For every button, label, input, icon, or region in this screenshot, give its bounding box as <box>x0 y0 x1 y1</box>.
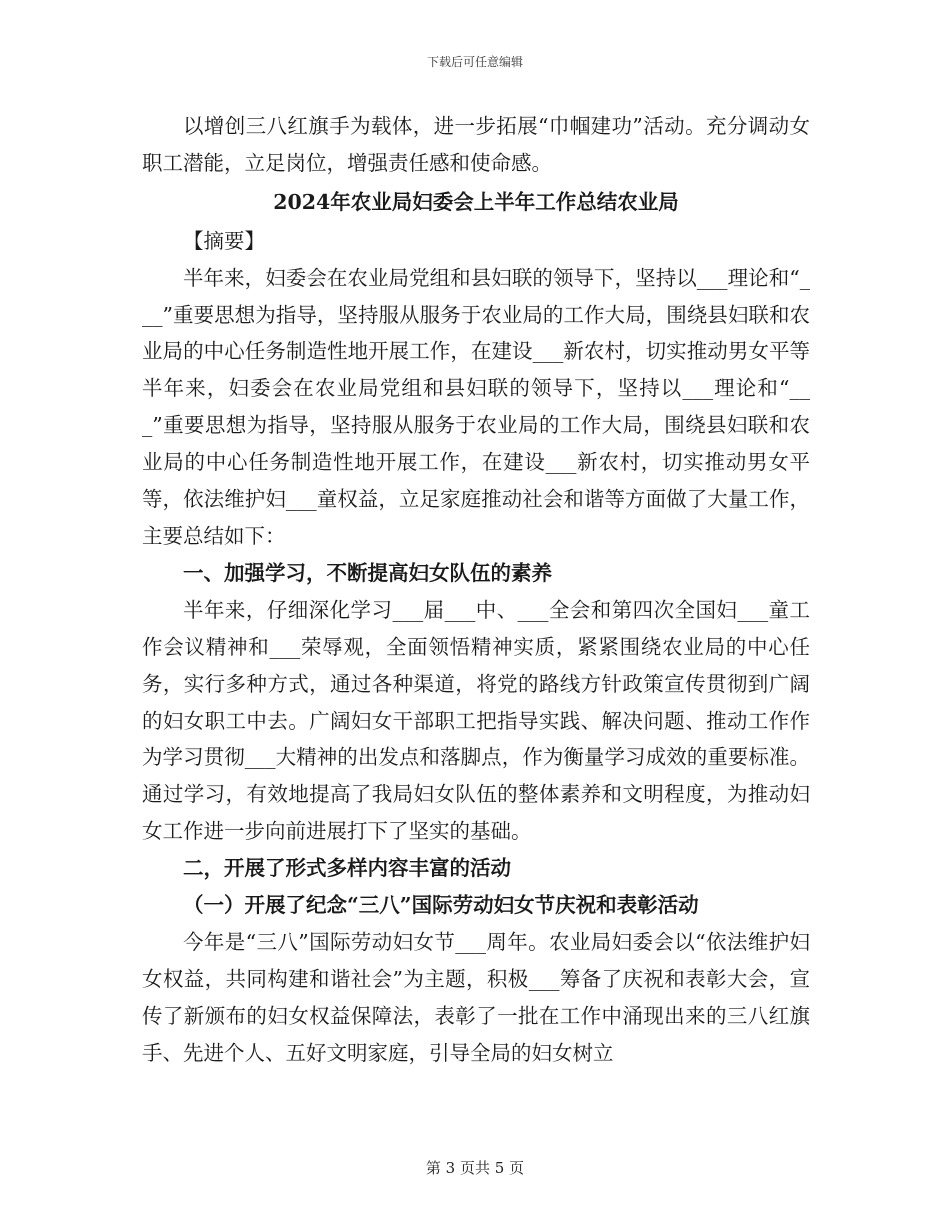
section-2-heading: 二，开展了形式多样内容丰富的活动 <box>183 856 511 881</box>
section-2-sub-1-heading: （一）开展了纪念“三八”国际劳动妇女节庆祝和表彰活动 <box>183 893 699 918</box>
intro-paragraph: 以增创三八红旗手为载体，进一步拓展“巾帼建功”活动。充分调动女职工潜能，立足岗位，增强责任感和使命感。 <box>142 114 810 175</box>
page-header: 下载后可任意编辑 <box>426 55 523 69</box>
document-title: 2024年农业局妇委会上半年工作总结农业局 <box>273 189 679 214</box>
section-1-paragraph: 半年来，仔细深化学习___届___中、___全会和第四次全国妇___童工作会议精神和___荣辱观，全面领悟精神实质，紧紧围绕农业局的中心任务，实行多种方式，通过各种渠道，将党的路线方针政策宣传贯彻到广阔的妇女职工中去。广阔妇女干部职工把指导实践、解决问题、推动工作作为学习贯彻___大精神的出发点和落脚点，作为衡量学习成效的重要标准。通过学习，有效地提高了我局妇女队伍的整体素养和文明程度，为推动妇女工作进一步向前进展打下了坚实的基础。 <box>142 597 810 844</box>
abstract-paragraph: 半年来，妇委会在农业局党组和县妇联的领导下，坚持以___理论和“___”重要思想为指导，坚持服从服务于农业局的工作大局，围绕县妇联和农业局的中心任务制造性地开展工作，在建设___新农村，切实推动男女平等半年来，妇委会在农业局党组和县妇联的领导下，坚持以___理论和“___”重要思想为指导，坚持服从服务于农业局的工作大局，围绕县妇联和农业局的中心任务制造性地开展工作，在建设___新农村，切实推动男女平等，依法维护妇___童权益，立足家庭推动社会和谐等方面做了大量工作，主要总结如下： <box>142 265 810 548</box>
abstract-tag: 【摘要】 <box>183 228 265 253</box>
page-footer: 第 3 页共 5 页 <box>425 1159 525 1177</box>
section-2-sub-1-paragraph: 今年是“三八”国际劳动妇女节___周年。农业局妇委会以“依法维护妇女权益，共同构建和谐社会”为主题，积极___筹备了庆祝和表彰大会，宣传了新颁布的妇女权益保障法，表彰了一批在工作中涌现出来的三八红旗手、先进个人、五好文明家庭，引导全局的妇女树立 <box>142 929 810 1065</box>
document-body <box>142 108 810 1072</box>
section-1-heading: 一、加强学习，不断提高妇女队伍的素养 <box>183 560 552 585</box>
